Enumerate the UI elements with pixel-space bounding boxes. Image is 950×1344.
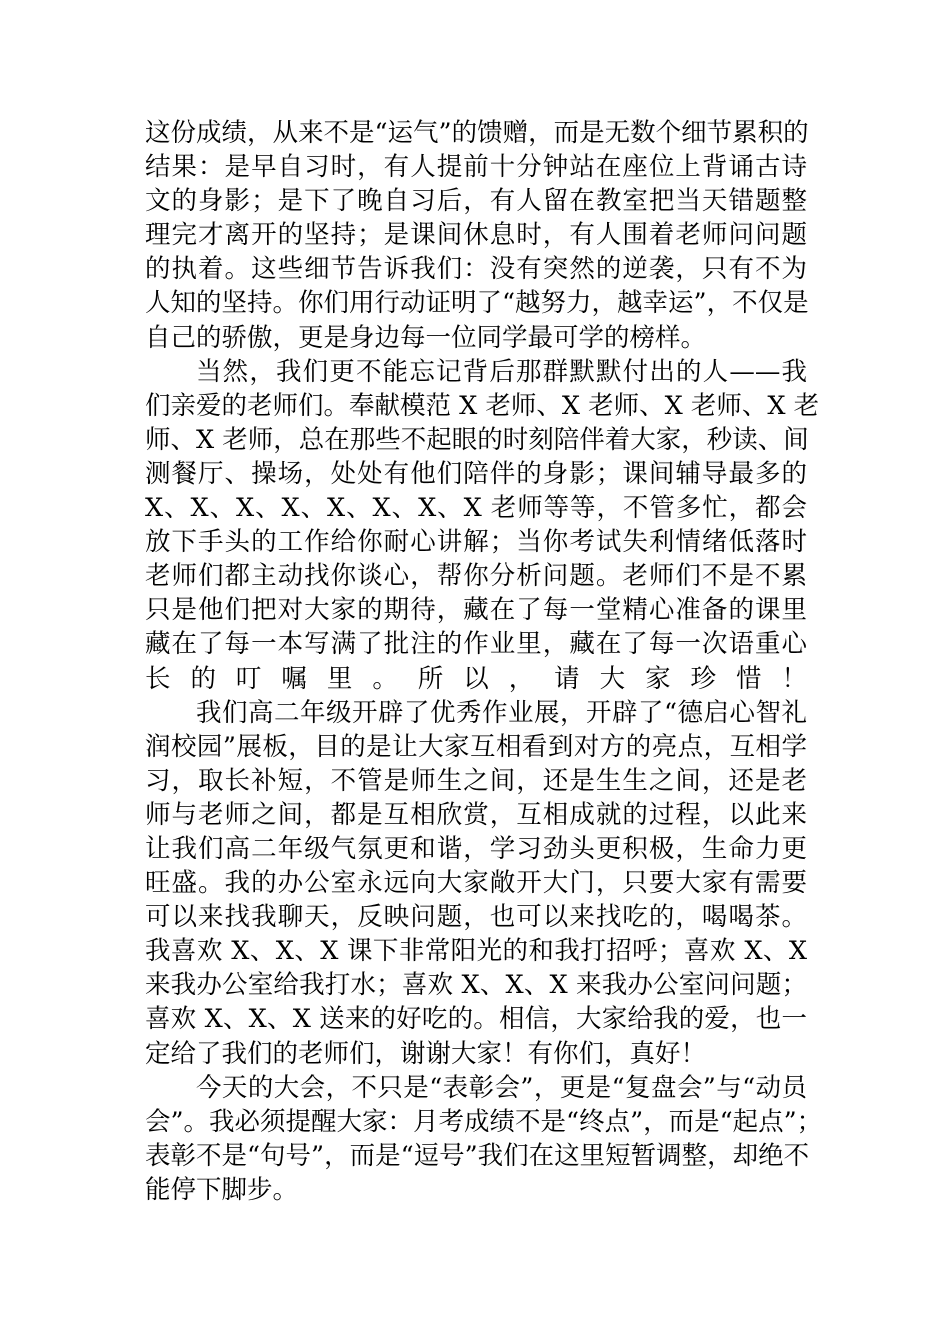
paragraph-line: 我喜欢 X、X、X 课下非常阳光的和我打招呼；喜欢 X、X — [145, 936, 807, 967]
paragraph-line: 只是他们把对大家的期待，藏在了每一堂精心准备的课里 — [145, 595, 807, 626]
paragraph-line: 长的叮嘱里。所以，请大家珍惜！ — [145, 663, 807, 694]
paragraph-line: 习，取长补短，不管是师生之间，还是生生之间，还是老 — [145, 765, 807, 796]
paragraph-line: 可以来找我聊天，反映问题，也可以来找吃的，喝喝茶。 — [145, 902, 807, 933]
paragraph-line: X、X、X、X、X、X、X、X 老师等等，不管多忙，都会 — [145, 493, 807, 524]
paragraph-line: 润校园”展板，目的是让大家互相看到对方的亮点，互相学 — [145, 731, 807, 762]
paragraph-line: 喜欢 X、X、X 送来的好吃的。相信，大家给我的爱，也一 — [145, 1004, 807, 1035]
paragraph-line: 藏在了每一本写满了批注的作业里，藏在了每一次语重心 — [145, 629, 807, 660]
paragraph-line: 让我们高二年级气氛更和谐，学习劲头更积极，生命力更 — [145, 833, 807, 864]
paragraph-line: 人知的坚持。你们用行动证明了“越努力，越幸运”，不仅是 — [145, 288, 809, 319]
paragraph-line: 今天的大会，不只是“表彰会”，更是“复盘会”与“动员 — [196, 1072, 807, 1103]
paragraph-line: 结果：是早自习时，有人提前十分钟站在座位上背诵古诗 — [145, 152, 807, 183]
paragraph-4 — [145, 1071, 823, 1207]
paragraph-line: 自己的骄傲，更是身边每一位同学最可学的榜样。 — [145, 322, 707, 353]
paragraph-line: 会”。我必须提醒大家：月考成绩不是“终点”，而是“起点”； — [145, 1106, 823, 1137]
paragraph-line: 当然，我们更不能忘记背后那群默默付出的人——我 — [196, 356, 807, 387]
paragraph-line: 这份成绩，从来不是“运气”的馈赠，而是无数个细节累积的 — [145, 118, 809, 148]
paragraph-line: 表彰不是“句号”，而是“逗号”我们在这里短暂调整，却绝不 — [145, 1140, 810, 1171]
paragraph-line: 师与老师之间，都是互相欣赏，互相成就的过程，以此来 — [145, 799, 807, 830]
paragraph-line: 理完才离开的坚持；是课间休息时，有人围着老师问问题 — [145, 220, 807, 251]
paragraph-line: 测餐厅、操场，处处有他们陪伴的身影；课间辅导最多的 — [145, 458, 807, 489]
paragraph-1 — [145, 116, 807, 355]
paragraph-line: 旺盛。我的办公室永远向大家敞开大门，只要大家有需要 — [145, 868, 807, 899]
document-body — [145, 116, 823, 1207]
paragraph-line: 放下手头的工作给你耐心讲解；当你考试失利情绪低落时 — [145, 527, 807, 558]
paragraph-2 — [145, 355, 820, 696]
paragraph-line: 们亲爱的老师们。奉献模范 X 老师、X 老师、X 老师、X 老 — [145, 390, 820, 421]
paragraph-line: 老师们都主动找你谈心，帮你分析问题。老师们不是不累 — [145, 561, 807, 592]
paragraph-3 — [145, 696, 807, 1071]
paragraph-line: 的执着。这些细节告诉我们：没有突然的逆袭，只有不为 — [145, 254, 807, 285]
paragraph-line: 定给了我们的老师们，谢谢大家！有你们，真好！ — [145, 1038, 707, 1069]
paragraph-line: 师、X 老师，总在那些不起眼的时刻陪伴着大家，秒读、间 — [145, 424, 809, 455]
paragraph-line: 能停下脚步。 — [145, 1174, 299, 1205]
paragraph-line: 我们高二年级开辟了优秀作业展，开辟了“德启心智礼 — [196, 697, 807, 728]
paragraph-line: 文的身影；是下了晚自习后，有人留在教室把当天错题整 — [145, 186, 807, 217]
paragraph-line: 来我办公室给我打水；喜欢 X、X、X 来我办公室问问题； — [145, 970, 807, 1001]
